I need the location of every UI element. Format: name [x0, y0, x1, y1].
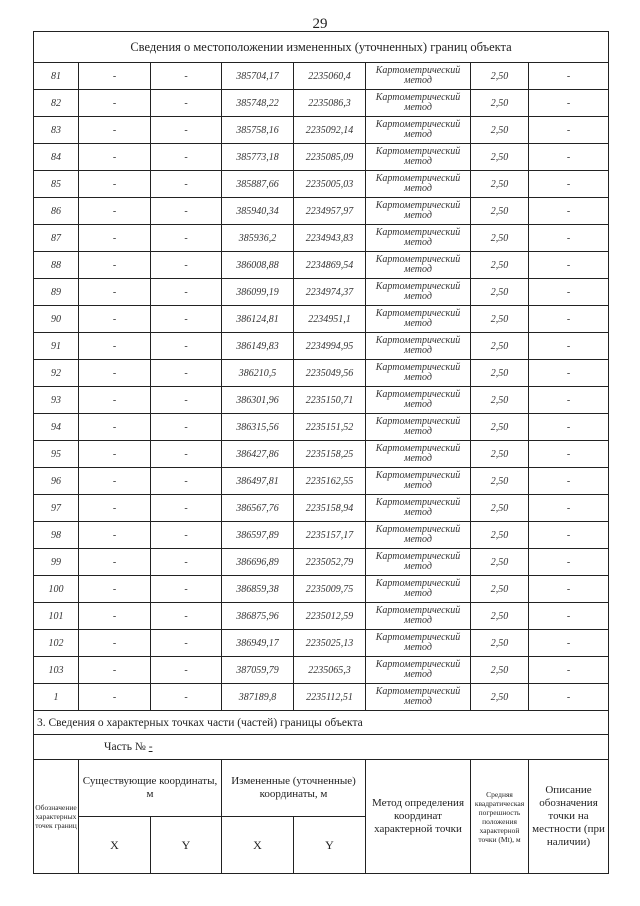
description: -	[529, 252, 609, 279]
existing-x: -	[79, 90, 151, 117]
point-number: 103	[34, 657, 79, 684]
changed-y: 2235049,56	[294, 360, 366, 387]
changed-y: 2235162,55	[294, 468, 366, 495]
table-row	[34, 360, 609, 387]
existing-y: -	[151, 387, 222, 414]
header-existing-y: Y	[151, 817, 222, 874]
existing-y: -	[151, 198, 222, 225]
method: Картометрический метод	[366, 171, 471, 198]
part-label: Часть №	[104, 741, 146, 753]
accuracy: 2,50	[471, 495, 529, 522]
point-number: 102	[34, 630, 79, 657]
method: Картометрический метод	[366, 306, 471, 333]
existing-x: -	[79, 576, 151, 603]
existing-x: -	[79, 441, 151, 468]
changed-y: 2235151,52	[294, 414, 366, 441]
existing-x: -	[79, 279, 151, 306]
method: Картометрический метод	[366, 360, 471, 387]
method: Картометрический метод	[366, 468, 471, 495]
existing-y: -	[151, 441, 222, 468]
changed-x: 386210,5	[222, 360, 294, 387]
existing-x: -	[79, 144, 151, 171]
table-row	[34, 198, 609, 225]
existing-y: -	[151, 549, 222, 576]
method: Картометрический метод	[366, 549, 471, 576]
changed-y: 2235157,17	[294, 522, 366, 549]
boundary-table	[33, 31, 609, 874]
description: -	[529, 360, 609, 387]
changed-x: 385704,17	[222, 63, 294, 90]
method: Картометрический метод	[366, 252, 471, 279]
method: Картометрический метод	[366, 117, 471, 144]
method: Картометрический метод	[366, 198, 471, 225]
point-number: 97	[34, 495, 79, 522]
part-row	[34, 735, 609, 760]
description: -	[529, 657, 609, 684]
changed-y: 2234869,54	[294, 252, 366, 279]
method: Картометрический метод	[366, 387, 471, 414]
table-row	[34, 657, 609, 684]
changed-y: 2235092,14	[294, 117, 366, 144]
accuracy: 2,50	[471, 306, 529, 333]
existing-x: -	[79, 117, 151, 144]
existing-y: -	[151, 252, 222, 279]
existing-y: -	[151, 171, 222, 198]
accuracy: 2,50	[471, 252, 529, 279]
changed-y: 2235060,4	[294, 63, 366, 90]
existing-x: -	[79, 657, 151, 684]
accuracy: 2,50	[471, 657, 529, 684]
table-row	[34, 225, 609, 252]
changed-x: 386124,81	[222, 306, 294, 333]
changed-y: 2234994,95	[294, 333, 366, 360]
existing-y: -	[151, 306, 222, 333]
header-description: Описание обозначения точки на местности (при наличии)	[529, 760, 609, 874]
changed-x: 386875,96	[222, 603, 294, 630]
changed-x: 386099,19	[222, 279, 294, 306]
description: -	[529, 198, 609, 225]
accuracy: 2,50	[471, 333, 529, 360]
point-number: 86	[34, 198, 79, 225]
accuracy: 2,50	[471, 549, 529, 576]
point-number: 83	[34, 117, 79, 144]
table-row	[34, 387, 609, 414]
method: Картометрический метод	[366, 225, 471, 252]
method: Картометрический метод	[366, 495, 471, 522]
existing-y: -	[151, 684, 222, 711]
point-number: 92	[34, 360, 79, 387]
table-row	[34, 90, 609, 117]
changed-x: 385748,22	[222, 90, 294, 117]
point-number: 90	[34, 306, 79, 333]
changed-y: 2235158,25	[294, 441, 366, 468]
method: Картометрический метод	[366, 279, 471, 306]
changed-x: 386315,56	[222, 414, 294, 441]
method: Картометрический метод	[366, 630, 471, 657]
changed-x: 386949,17	[222, 630, 294, 657]
header-method: Метод определения координат характерной точки	[366, 760, 471, 874]
changed-x: 385773,18	[222, 144, 294, 171]
table-row	[34, 576, 609, 603]
existing-x: -	[79, 630, 151, 657]
description: -	[529, 171, 609, 198]
description: -	[529, 549, 609, 576]
header-point-designation: Обозначение характерных точек границ	[34, 760, 79, 874]
changed-x: 386859,38	[222, 576, 294, 603]
accuracy: 2,50	[471, 522, 529, 549]
method: Картометрический метод	[366, 576, 471, 603]
changed-y: 2235005,03	[294, 171, 366, 198]
table-row	[34, 171, 609, 198]
accuracy: 2,50	[471, 387, 529, 414]
existing-y: -	[151, 117, 222, 144]
description: -	[529, 306, 609, 333]
accuracy: 2,50	[471, 279, 529, 306]
section3-title: 3. Сведения о характерных точках части (частей) границы объекта	[34, 711, 609, 735]
existing-x: -	[79, 306, 151, 333]
header-accuracy: Средняя квадратическая погрешность положения характерной точки (Mt), м	[471, 760, 529, 874]
accuracy: 2,50	[471, 117, 529, 144]
existing-y: -	[151, 522, 222, 549]
existing-y: -	[151, 333, 222, 360]
changed-y: 2235086,3	[294, 90, 366, 117]
changed-y: 2235052,79	[294, 549, 366, 576]
point-number: 98	[34, 522, 79, 549]
changed-y: 2235025,13	[294, 630, 366, 657]
changed-y: 2234951,1	[294, 306, 366, 333]
method: Картометрический метод	[366, 63, 471, 90]
table-row	[34, 252, 609, 279]
point-number: 87	[34, 225, 79, 252]
accuracy: 2,50	[471, 198, 529, 225]
header-changed-x: X	[222, 817, 294, 874]
point-number: 85	[34, 171, 79, 198]
point-number: 101	[34, 603, 79, 630]
accuracy: 2,50	[471, 225, 529, 252]
existing-x: -	[79, 603, 151, 630]
method: Картометрический метод	[366, 603, 471, 630]
accuracy: 2,50	[471, 630, 529, 657]
point-number: 96	[34, 468, 79, 495]
description: -	[529, 63, 609, 90]
changed-x: 386301,96	[222, 387, 294, 414]
description: -	[529, 279, 609, 306]
method: Картометрический метод	[366, 414, 471, 441]
changed-x: 386696,89	[222, 549, 294, 576]
method: Картометрический метод	[366, 522, 471, 549]
existing-y: -	[151, 90, 222, 117]
accuracy: 2,50	[471, 171, 529, 198]
changed-x: 385940,34	[222, 198, 294, 225]
existing-x: -	[79, 333, 151, 360]
point-number: 93	[34, 387, 79, 414]
existing-y: -	[151, 630, 222, 657]
existing-x: -	[79, 522, 151, 549]
existing-y: -	[151, 495, 222, 522]
header-existing-x: X	[79, 817, 151, 874]
changed-x: 385936,2	[222, 225, 294, 252]
changed-x: 385758,16	[222, 117, 294, 144]
changed-x: 386008,88	[222, 252, 294, 279]
accuracy: 2,50	[471, 90, 529, 117]
point-number: 94	[34, 414, 79, 441]
existing-y: -	[151, 468, 222, 495]
point-number: 89	[34, 279, 79, 306]
point-number: 82	[34, 90, 79, 117]
existing-y: -	[151, 657, 222, 684]
existing-x: -	[79, 495, 151, 522]
description: -	[529, 468, 609, 495]
page-number: 29	[312, 16, 328, 32]
table-row	[34, 549, 609, 576]
description: -	[529, 333, 609, 360]
part-number: -	[148, 741, 153, 753]
table-row	[34, 603, 609, 630]
existing-x: -	[79, 360, 151, 387]
changed-y: 2235012,59	[294, 603, 366, 630]
existing-x: -	[79, 63, 151, 90]
changed-x: 386597,89	[222, 522, 294, 549]
table-row	[34, 306, 609, 333]
accuracy: 2,50	[471, 63, 529, 90]
accuracy: 2,50	[471, 360, 529, 387]
table-row	[34, 414, 609, 441]
method: Картометрический метод	[366, 144, 471, 171]
table-row	[34, 333, 609, 360]
point-number: 1	[34, 684, 79, 711]
description: -	[529, 684, 609, 711]
description: -	[529, 495, 609, 522]
description: -	[529, 630, 609, 657]
changed-x: 386497,81	[222, 468, 294, 495]
existing-x: -	[79, 252, 151, 279]
table-row	[34, 63, 609, 90]
changed-y: 2234974,37	[294, 279, 366, 306]
accuracy: 2,50	[471, 576, 529, 603]
accuracy: 2,50	[471, 441, 529, 468]
existing-y: -	[151, 144, 222, 171]
description: -	[529, 576, 609, 603]
method: Картометрический метод	[366, 441, 471, 468]
description: -	[529, 387, 609, 414]
existing-x: -	[79, 684, 151, 711]
point-number: 100	[34, 576, 79, 603]
method: Картометрический метод	[366, 684, 471, 711]
existing-x: -	[79, 468, 151, 495]
changed-y: 2235150,71	[294, 387, 366, 414]
section-title: Сведения о местоположении измененных (уточненных) границ объекта	[34, 32, 609, 63]
existing-y: -	[151, 576, 222, 603]
description: -	[529, 603, 609, 630]
existing-x: -	[79, 549, 151, 576]
table-row	[34, 279, 609, 306]
method: Картометрический метод	[366, 90, 471, 117]
point-number: 91	[34, 333, 79, 360]
point-number: 99	[34, 549, 79, 576]
accuracy: 2,50	[471, 468, 529, 495]
existing-y: -	[151, 603, 222, 630]
changed-y: 2235112,51	[294, 684, 366, 711]
accuracy: 2,50	[471, 603, 529, 630]
changed-y: 2234943,83	[294, 225, 366, 252]
header-existing-coords: Существующие координаты, м	[79, 760, 222, 817]
changed-x: 387059,79	[222, 657, 294, 684]
description: -	[529, 414, 609, 441]
point-number: 84	[34, 144, 79, 171]
existing-x: -	[79, 225, 151, 252]
description: -	[529, 441, 609, 468]
existing-y: -	[151, 279, 222, 306]
existing-y: -	[151, 225, 222, 252]
description: -	[529, 117, 609, 144]
changed-y: 2235085,09	[294, 144, 366, 171]
accuracy: 2,50	[471, 414, 529, 441]
table-row	[34, 495, 609, 522]
existing-y: -	[151, 63, 222, 90]
description: -	[529, 90, 609, 117]
description: -	[529, 225, 609, 252]
header-changed-coords: Измененные (уточненные) координаты, м	[222, 760, 366, 817]
accuracy: 2,50	[471, 144, 529, 171]
point-number: 95	[34, 441, 79, 468]
changed-x: 386427,86	[222, 441, 294, 468]
existing-x: -	[79, 387, 151, 414]
method: Картометрический метод	[366, 333, 471, 360]
point-number: 81	[34, 63, 79, 90]
table-row	[34, 441, 609, 468]
changed-x: 387189,8	[222, 684, 294, 711]
changed-x: 385887,66	[222, 171, 294, 198]
point-number: 88	[34, 252, 79, 279]
existing-y: -	[151, 414, 222, 441]
table-row	[34, 144, 609, 171]
changed-x: 386149,83	[222, 333, 294, 360]
method: Картометрический метод	[366, 657, 471, 684]
header-changed-y: Y	[294, 817, 366, 874]
changed-y: 2235065,3	[294, 657, 366, 684]
accuracy: 2,50	[471, 684, 529, 711]
table-row	[34, 468, 609, 495]
description: -	[529, 144, 609, 171]
table-row	[34, 630, 609, 657]
table-row	[34, 117, 609, 144]
existing-x: -	[79, 414, 151, 441]
changed-y: 2235009,75	[294, 576, 366, 603]
changed-x: 386567,76	[222, 495, 294, 522]
changed-y: 2235158,94	[294, 495, 366, 522]
table-row	[34, 684, 609, 711]
table-row	[34, 522, 609, 549]
changed-y: 2234957,97	[294, 198, 366, 225]
description: -	[529, 522, 609, 549]
existing-x: -	[79, 171, 151, 198]
existing-x: -	[79, 198, 151, 225]
existing-y: -	[151, 360, 222, 387]
